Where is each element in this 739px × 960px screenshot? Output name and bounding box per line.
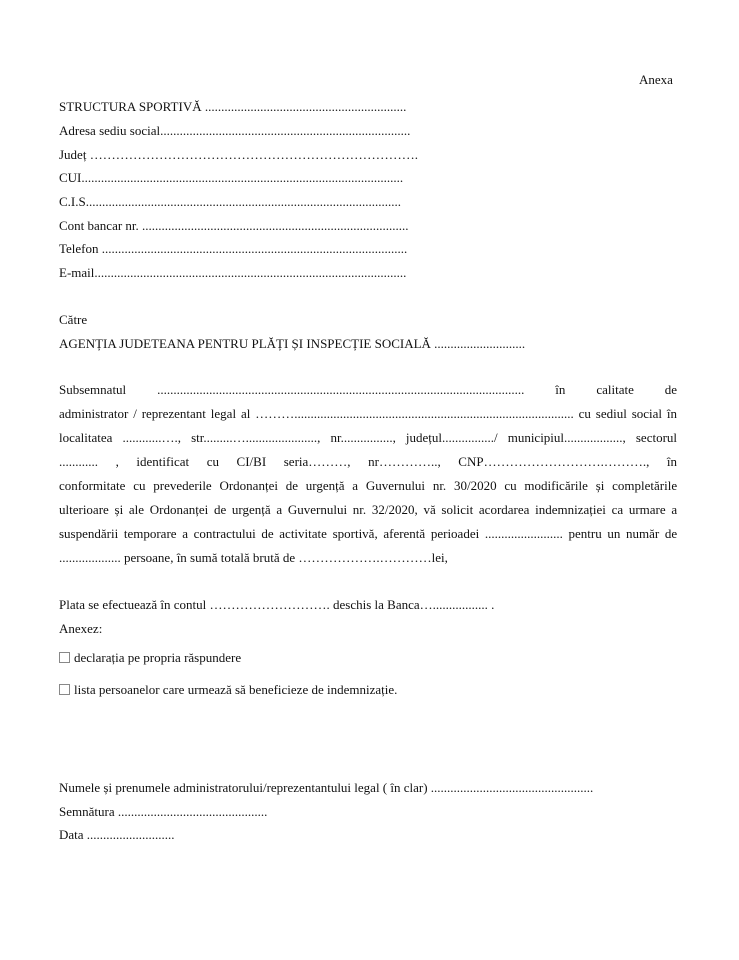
field-cis: C.I.S.................................................................................................: [59, 194, 401, 209]
checkbox-icon[interactable]: [59, 684, 70, 695]
field-structura-sportiva: STRUCTURA SPORTIVĂ ..............................................................: [59, 99, 407, 114]
attachment-label: declarația pe propria răspundere: [74, 650, 242, 665]
request-line-7: suspendării temporare a contractului de activitate sportivă, aferentă perioadei ........................ pentru un număr de: [59, 526, 678, 541]
request-line-3: localitatea ............…., str.........…......................, nr................, județul................/ municipiul.................., sectorul: [59, 430, 678, 445]
recipient-agency: AGENȚIA JUDETEANA PENTRU PLĂȚI ȘI INSPECȚIE SOCIALĂ ............................: [59, 336, 526, 351]
request-line-6: ulterioare și ale Ordonanței de urgență a Guvernului nr. 32/2020, vă solicit acordarea indemnizației ca urmare a: [59, 502, 678, 517]
attachment-item: [59, 682, 397, 698]
attachments-label: Anexez:: [59, 621, 103, 636]
checkbox-icon[interactable]: [59, 652, 70, 663]
annex-label: Anexa: [639, 72, 673, 87]
attachment-item: [59, 650, 241, 666]
field-telefon: Telefon ..............................................................................................: [59, 241, 408, 256]
field-semnatura: Semnătura ..............................................: [59, 804, 268, 819]
field-nume-prenume: Numele și prenumele administratorului/reprezentantului legal ( în clar) ..................................................: [59, 780, 594, 795]
request-line-5: conformitate cu prevederile Ordonanței de urgență a Guvernului nr. 30/2020 cu modificările și completările: [59, 478, 678, 493]
attachment-label: lista persoanelor care urmează să beneficieze de indemnizație.: [74, 682, 398, 697]
field-adresa-sediu: Adresa sediu social.............................................................................: [59, 123, 411, 138]
field-judet: Județ ………………………………………………………………….: [59, 147, 418, 162]
field-cui: CUI...................................................................................................: [59, 170, 404, 185]
field-email: E-mail................................................................................................: [59, 265, 407, 280]
request-line-4: ............ , identificat cu CI/BI seria………, nr………….., CNP……………………….………., în: [59, 454, 678, 469]
request-line-2: administrator / reprezentant legal al ………...................................................................................... cu sediul social în: [59, 406, 678, 421]
payment-line: Plata se efectuează în contul ………………………. deschis la Banca…................. .: [59, 597, 495, 612]
field-data: Data ...........................: [59, 827, 175, 842]
request-line-8: ................... persoane, în sumă totală brută de ……………….…………lei,: [59, 550, 448, 565]
recipient-to: Către: [59, 312, 88, 327]
request-line-1: Subsemnatul ................................................................................................................. în calitate de: [59, 382, 678, 397]
field-cont-bancar: Cont bancar nr. ..................................................................................: [59, 218, 409, 233]
